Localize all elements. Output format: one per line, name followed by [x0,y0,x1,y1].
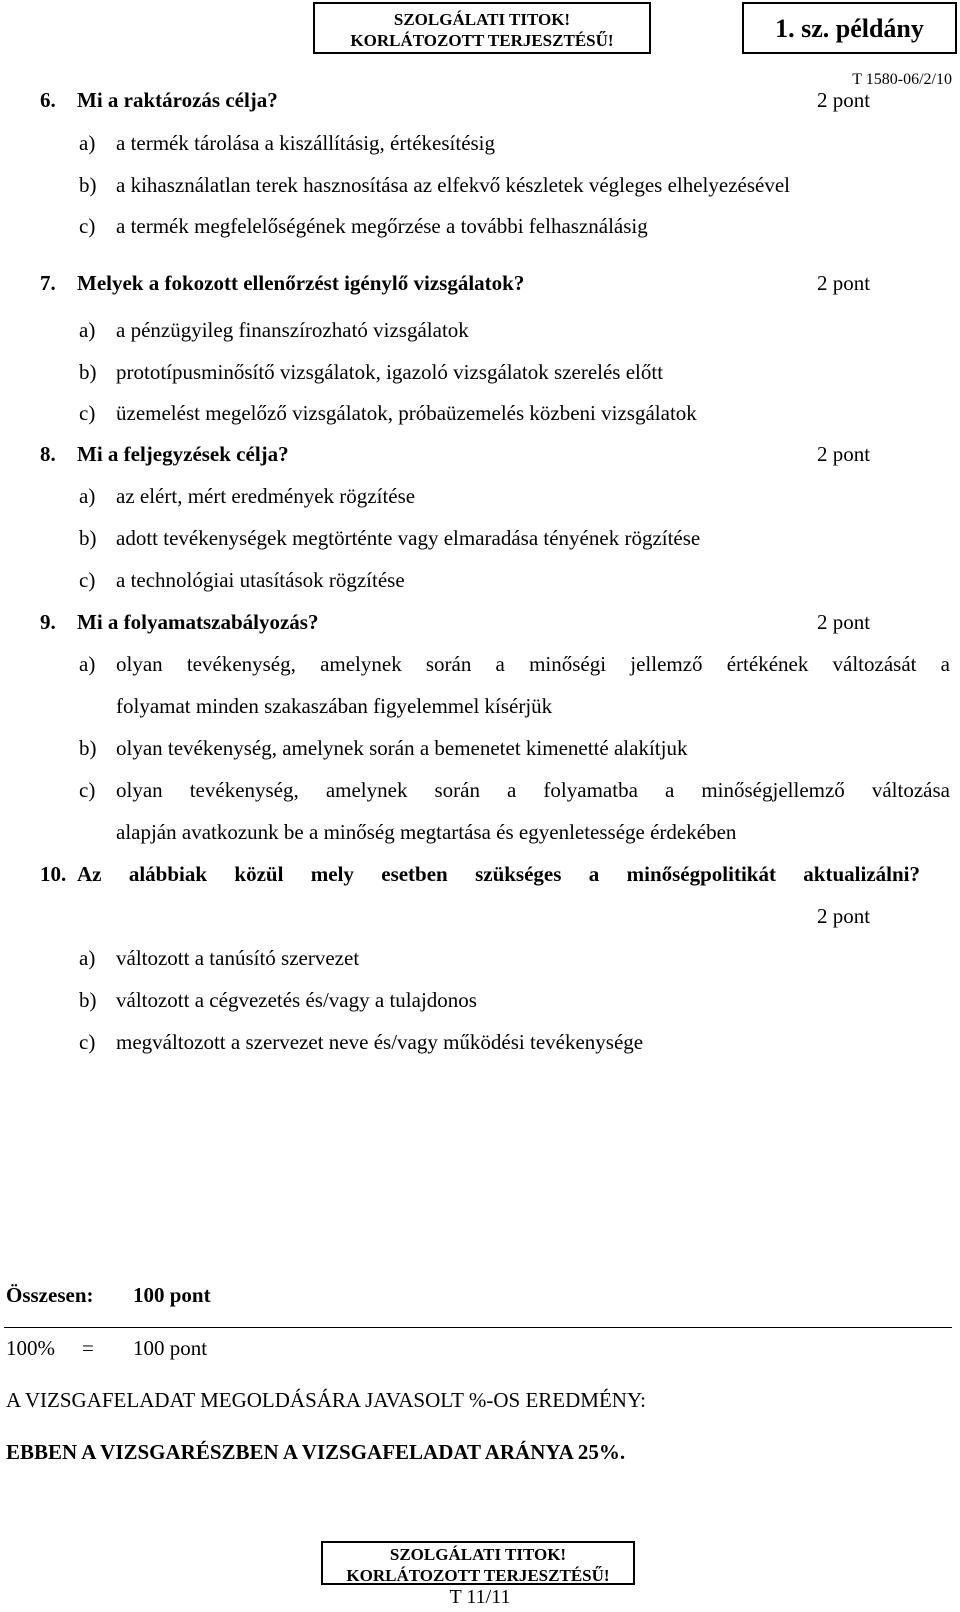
equals-sign: = [82,1336,94,1360]
classification-line1: SZOLGÁLATI TITOK! [389,1545,567,1564]
option-text: a kihasználatlan terek hasznosítása az elfekvő készletek végleges elhelyezésével [116,173,790,197]
option-text: változott a tanúsító szervezet [116,946,360,970]
classification-line2: KORLÁTOZOTT TERJESZTÉSŰ! [346,1566,610,1585]
question-number: 9. [40,610,56,634]
option-text: megváltozott a szervezet neve és/vagy működési tevékenysége [116,1030,644,1054]
total-value: 100 pont [133,1283,211,1307]
option-label: b) [79,988,97,1012]
answer-option [79,988,477,1013]
percent-equivalence [6,1336,207,1361]
question-points: 2 pont [817,88,871,112]
question-text: Melyek a fokozott ellenőrzést igénylő vizsgálatok? [77,271,525,295]
answer-option [79,173,790,198]
summary-divider [4,1327,952,1328]
page-number: T 11/11 [449,1586,511,1608]
option-label: b) [79,526,97,550]
option-text: a pénzügyileg finanszírozható vizsgálatok [116,318,469,342]
total-points [6,1283,211,1308]
answer-option [79,778,950,803]
option-text: olyan tevékenység, amelynek során a bemenetet kimenetté alakítjuk [116,736,688,760]
option-label: b) [79,360,97,384]
option-label: a) [79,652,96,676]
answer-option [79,131,495,156]
option-continuation: alapján avatkozunk be a minőség megtartása és egyenletessége érdekében [116,820,737,844]
option-text: olyan tevékenység, amelynek során a minőségi jellemző értékének változását a [116,652,950,676]
question-points: 2 pont [817,904,871,928]
option-text: változott a cégvezetés és/vagy a tulajdonos [116,988,477,1012]
question-text: Az alábbiak közül mely esetben szükséges a minőségpolitikát aktualizálni? [77,862,920,886]
option-label: c) [79,778,96,802]
answer-option [79,652,950,677]
option-continuation: folyamat minden szakaszában figyelemmel kísérjük [116,694,553,718]
option-label: a) [79,318,96,342]
question-text: Mi a raktározás célja? [77,88,278,112]
answer-option [79,484,415,509]
option-label: c) [79,568,96,592]
total-label: Összesen: [6,1283,94,1307]
question-number: 10. [40,862,67,886]
question-text: Mi a folyamatszabályozás? [77,610,319,634]
classification-line2: KORLÁTOZOTT TERJESZTÉSŰ! [350,31,614,50]
option-label: b) [79,173,97,197]
answer-option [79,214,648,239]
answer-option [79,946,359,971]
exam-share: EBBEN A VIZSGARÉSZBEN A VIZSGAFELADAT ARÁNYA 25%. [6,1440,626,1464]
option-text: a technológiai utasítások rögzítése [116,568,405,592]
question-7 [40,271,524,296]
option-label: a) [79,946,96,970]
option-text: a termék tárolása a kiszállításig, értékesítésig [116,131,496,155]
copy-number-box: 1. sz. példány [742,2,957,54]
question-points: 2 pont [817,271,871,295]
percent-left: 100% [6,1336,55,1360]
answer-option [79,526,700,551]
question-points: 2 pont [817,442,871,466]
question-9 [40,610,318,635]
question-6 [40,88,278,113]
answer-option [79,568,405,593]
answer-option [79,401,697,426]
question-number: 6. [40,88,56,112]
option-label: c) [79,401,96,425]
document-code: T 1580-06/2/10 [852,71,952,88]
percent-right: 100 pont [133,1336,208,1360]
question-text: Mi a feljegyzések célja? [77,442,289,466]
option-text: az elért, mért eredmények rögzítése [116,484,416,508]
question-number: 7. [40,271,56,295]
answer-option [79,736,687,761]
option-text: üzemelést megelőző vizsgálatok, próbaüzemelés közbeni vizsgálatok [116,401,697,425]
option-text: adott tevékenységek megtörténte vagy elmaradása tényének rögzítése [116,526,701,550]
option-label: c) [79,1030,96,1054]
classification-box-bottom [321,1541,635,1585]
question-number: 8. [40,442,56,466]
option-label: c) [79,214,96,238]
option-text: olyan tevékenység, amelynek során a folyamatba a minőségjellemző változása [116,778,950,802]
classification-box-top [313,2,651,54]
question-8 [40,442,289,467]
classification-line1: SZOLGÁLATI TITOK! [393,10,571,29]
question-10 [40,862,920,887]
option-label: a) [79,131,96,155]
option-text: a termék megfelelőségének megőrzése a további felhasználásig [116,214,648,238]
option-label: a) [79,484,96,508]
recommended-result: A VIZSGAFELADAT MEGOLDÁSÁRA JAVASOLT %-OS EREDMÉNY: [6,1388,647,1412]
answer-option [79,360,663,385]
question-points: 2 pont [817,610,871,634]
option-label: b) [79,736,97,760]
answer-option [79,1030,643,1055]
option-text: prototípusminősítő vizsgálatok, igazoló vizsgálatok szerelés előtt [116,360,664,384]
answer-option [79,318,469,343]
